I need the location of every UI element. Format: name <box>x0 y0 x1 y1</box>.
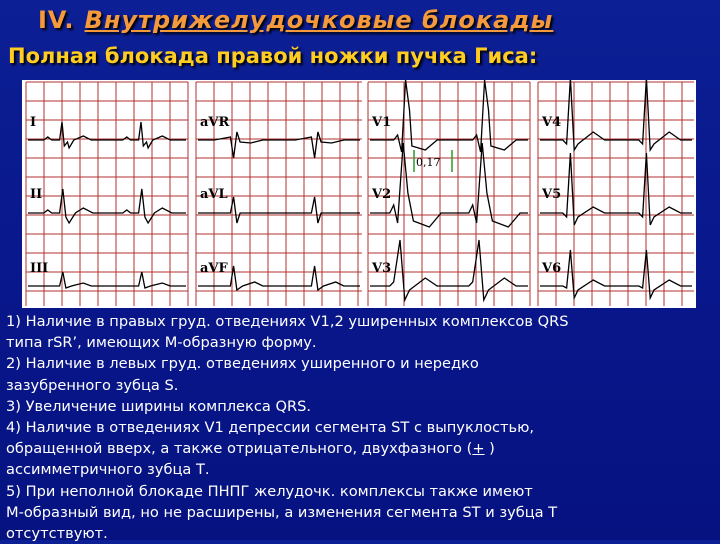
interval-label: 0,17 <box>416 156 441 169</box>
lead-label-avl: aVL <box>200 187 228 202</box>
ecg-image <box>22 80 696 308</box>
criterion-4-line-1: 4) Наличие в отведениях V1 депрессии сегмента ST с выпуклостью, <box>6 419 535 437</box>
criterion-3-line-1: 3) Увеличение ширины комплекса QRS. <box>6 397 311 415</box>
slide-subtitle: Полная блокада правой ножки пучка Гиса: <box>8 44 538 68</box>
criterion-2-line-2: зазубренного зубца S. <box>6 376 179 394</box>
ecg-trace-ii <box>28 189 186 223</box>
lead-label-v6: V6 <box>542 261 562 276</box>
criterion-5 <box>6 481 712 544</box>
title-number: IV. <box>38 6 75 34</box>
ecg-trace-avr <box>198 132 360 158</box>
criterion-5-line-2: М-образный вид, но не расширены, а изменения сегмента ST и зубца Т <box>6 503 558 521</box>
plus-minus-sign: + <box>472 440 485 458</box>
ecg-trace-v2 <box>370 143 528 227</box>
criterion-5-line-3: отсутствуют. <box>6 525 108 543</box>
lead-label-v5: V5 <box>542 187 562 202</box>
criterion-3 <box>6 396 712 417</box>
criteria-list <box>6 311 712 544</box>
ecg-trace-i <box>28 122 186 148</box>
slide-title <box>38 6 553 34</box>
criterion-4 <box>6 417 712 481</box>
ecg-trace-v1 <box>370 80 528 152</box>
lead-label-iii: III <box>30 261 49 276</box>
lead-label-v2: V2 <box>372 187 392 202</box>
criterion-2 <box>6 353 712 395</box>
lead-label-v1: V1 <box>372 115 392 130</box>
criterion-4-line-2b: ) <box>484 440 495 458</box>
criterion-4-line-2a: обращенной вверх, а также отрицательного, двухфазного ( <box>6 440 473 458</box>
lead-label-v4: V4 <box>542 115 562 130</box>
criterion-1-line-1: 1) Наличие в правых груд. отведениях V1,2 уширенных комплексов QRS <box>6 313 569 330</box>
title-text: Внутрижелудочковые блокады <box>84 6 554 34</box>
ecg-trace-iii <box>28 272 186 288</box>
criterion-2-line-1: 2) Наличие в левых груд. отведениях уширенного и нередко <box>6 355 479 373</box>
criterion-1 <box>6 311 712 353</box>
lead-label-ii: II <box>30 187 43 202</box>
criterion-1-line-2: типа rSR’, имеющих М-образную форму. <box>6 334 317 352</box>
criterion-4-line-3: ассимметричного зубца Т. <box>6 461 210 479</box>
lead-label-v3: V3 <box>372 261 392 276</box>
lead-label-avf: aVF <box>200 261 228 276</box>
ecg-trace-v5 <box>540 153 692 225</box>
criterion-5-line-1: 5) При неполной блокаде ПНПГ желудочк. комплексы также имеют <box>6 482 533 500</box>
lead-label-avr: aVR <box>200 115 230 130</box>
ecg-grid <box>26 82 694 306</box>
ecg-figure <box>22 80 696 308</box>
lead-label-i: I <box>30 115 37 130</box>
